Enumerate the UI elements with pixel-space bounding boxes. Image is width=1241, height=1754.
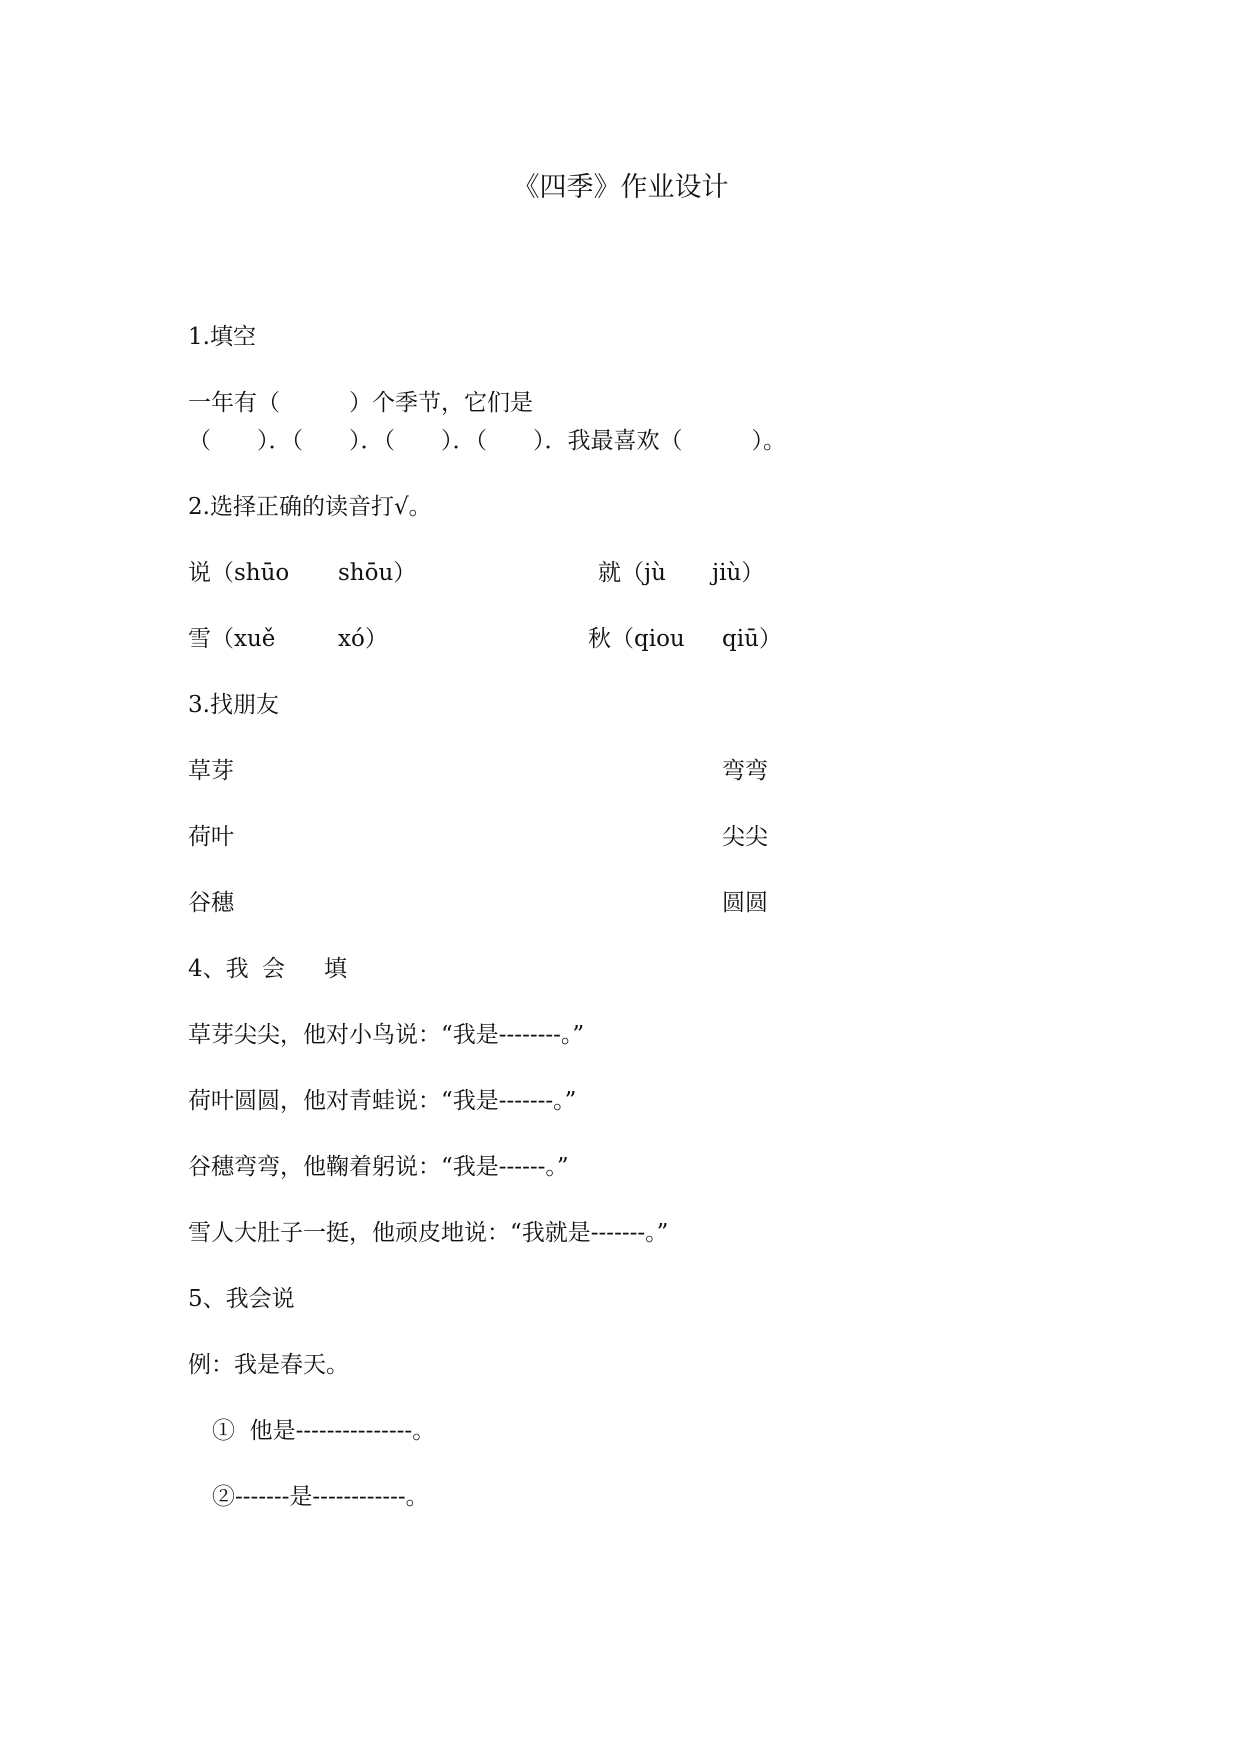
- q4-line: 雪人大肚子一挺，他顽皮地说：“我就是-------。”: [188, 1220, 669, 1246]
- q2-heading: 2.选择正确的读音打√。: [188, 494, 432, 520]
- q2-item-shuo-opt2: shōu）: [338, 560, 417, 586]
- q5-example: 例：我是春天。: [188, 1352, 349, 1378]
- q5-item: ① 他是---------------。: [212, 1418, 436, 1444]
- q4-heading-part2: 会: [262, 956, 285, 982]
- q1-line2: （ ）．（ ）．（ ）．（ ）．我最喜欢（ ）。: [188, 428, 786, 454]
- q1-heading: 1.填空: [188, 324, 256, 350]
- document-title: 《四季》作业设计: [512, 172, 729, 203]
- q2-item-xue-opt2: xó）: [338, 626, 388, 652]
- q4-line: 谷穗弯弯，他鞠着躬说：“我是------。”: [188, 1154, 569, 1180]
- q4-line: 草芽尖尖，他对小鸟说：“我是--------。”: [188, 1022, 585, 1048]
- q4-heading-part1: 4、我: [188, 956, 249, 982]
- q4-heading-part3: 填: [324, 956, 347, 982]
- q2-item-qiu-opt1: 秋（qiou: [588, 626, 685, 652]
- q3-right-item: 尖尖: [722, 824, 768, 850]
- q2-item-qiu-opt2: qiū）: [722, 626, 782, 652]
- q3-left-item: 谷穗: [188, 890, 234, 916]
- q3-left-item: 草芽: [188, 758, 234, 784]
- q2-item-shuo-opt1: 说（shūo: [188, 560, 290, 586]
- q4-line: 荷叶圆圆，他对青蛙说：“我是-------。”: [188, 1088, 577, 1114]
- q2-item-jiu-opt1: 就（jù: [598, 560, 666, 586]
- q3-left-item: 荷叶: [188, 824, 234, 850]
- q3-heading: 3.找朋友: [188, 692, 279, 718]
- q5-item: ②-------是------------。: [212, 1484, 429, 1510]
- q3-right-item: 弯弯: [722, 758, 768, 784]
- q2-item-jiu-opt2: jiù）: [712, 560, 765, 586]
- q2-item-xue-opt1: 雪（xuě: [188, 626, 276, 652]
- q5-heading: 5、我会说: [188, 1286, 295, 1312]
- q1-line1: 一年有（ ）个季节，它们是: [188, 390, 533, 416]
- q3-right-item: 圆圆: [722, 890, 768, 916]
